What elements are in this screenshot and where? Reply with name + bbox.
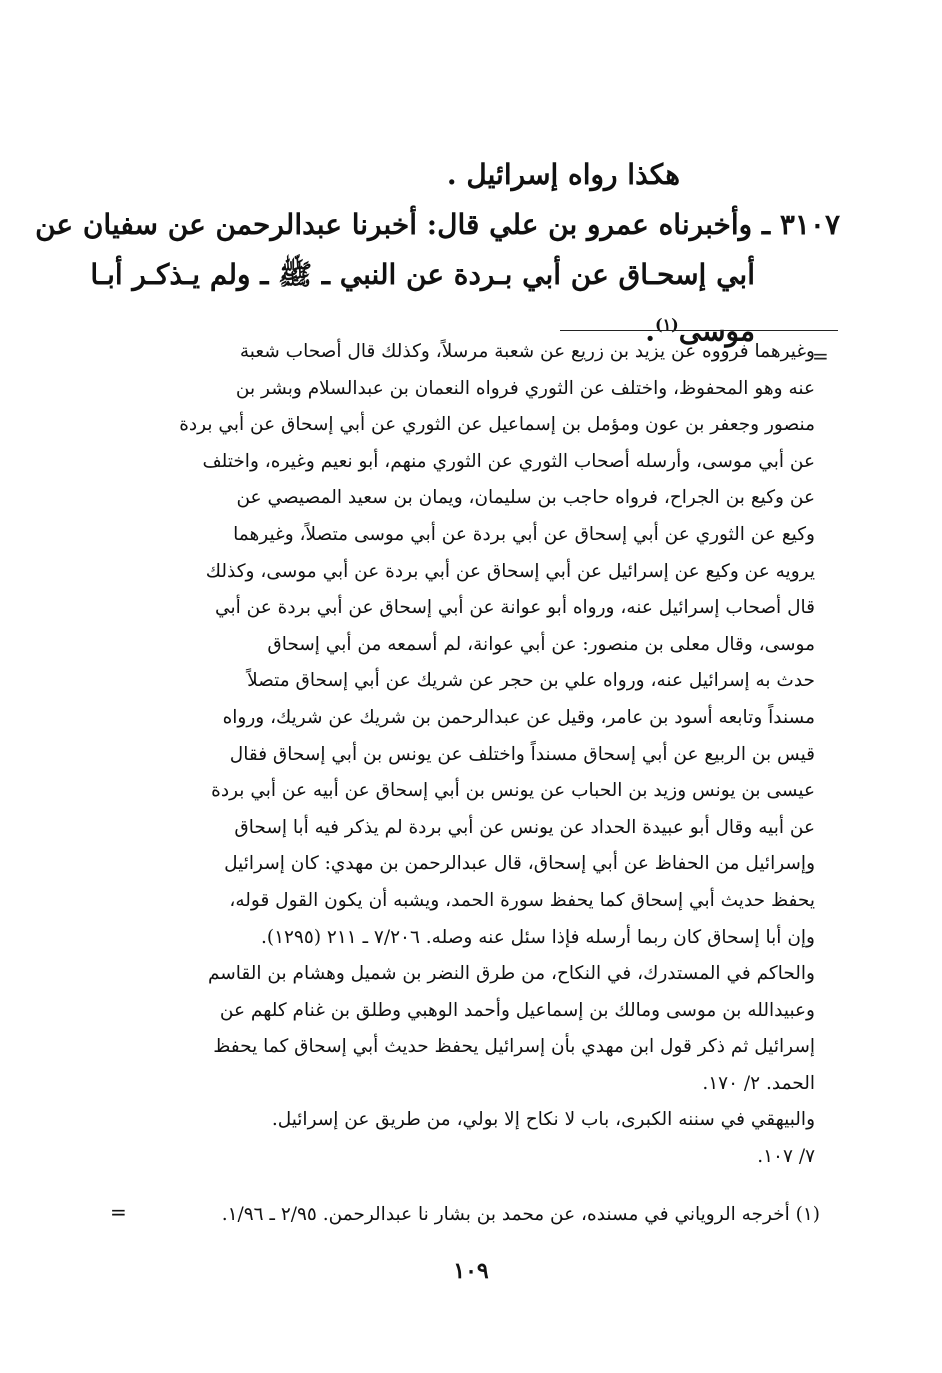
commentary-block bbox=[120, 334, 815, 1176]
footnote-reference: (١) bbox=[654, 315, 679, 334]
main-line: هكذا رواه إسرائيل . bbox=[446, 158, 680, 191]
main-line: أبي إسحـاق عن أبي بـردة عن النبي ـ ﷺ ـ ولم يـذكـر أبـا bbox=[90, 258, 755, 291]
commentary-line: وعبيدالله بن موسى ومالك بن إسماعيل وأحمد الوهبي وطلق بن غنام كلهم عن bbox=[219, 999, 815, 1021]
commentary-line: قال أصحاب إسرائيل عنه، ورواه أبو عوانة عن أبي إسحاق عن أبي بردة عن أبي bbox=[215, 597, 815, 619]
main-line: ٣١٠٧ ـ وأخبرناه عمرو بن علي قال: أخبرنا عبدالرحمن عن سفيان عن bbox=[35, 208, 840, 241]
commentary-line: عن وكيع بن الجراح، فرواه حاجب بن سليمان، ويمان بن سعيد المصيصي عن bbox=[236, 487, 815, 509]
commentary-line: يحفظ حديث أبي إسحاق كما يحفظ سورة الحمد، ويشبه أن يكون القول قوله، bbox=[229, 889, 815, 911]
footnote-continuation-mark: = bbox=[110, 1200, 127, 1224]
commentary-line: قيس بن الربيع عن أبي إسحاق مسنداً واختلف عن يونس بن أبي إسحاق فقال bbox=[229, 743, 815, 765]
commentary-line: ٧/ ١٠٧. bbox=[757, 1146, 815, 1168]
main-line-period: . bbox=[645, 314, 655, 348]
commentary-line: والحاكم في المستدرك، في النكاح، من طرق النضر بن شميل وهشام بن القاسم bbox=[207, 963, 815, 985]
commentary-line: منصور وجعفر بن عون ومؤمل بن إسماعيل عن الثوري عن أبي إسحاق عن أبي بردة bbox=[179, 414, 815, 436]
commentary-line: الحمد. ٢/ ١٧٠. bbox=[702, 1072, 815, 1094]
commentary-line: والبيهقي في سننه الكبرى، باب لا نكاح إلا بولي، من طريق عن إسرائيل. bbox=[271, 1109, 815, 1131]
footnote-1: (١) أخرجه الروياني في مسنده، عن محمد بن بشار نا عبدالرحمن. ٢/٩٥ ـ ١/٩٦. bbox=[221, 1204, 820, 1225]
commentary-line: مسنداً وتابعه أسود بن عامر، وقيل عن عبدالرحمن بن شريك عن شريك، ورواه bbox=[222, 706, 815, 728]
commentary-line: عن أبي موسى، وأرسله أصحاب الثوري عن الثوري منهم، أبو نعيم وغيره، واختلف bbox=[202, 450, 815, 472]
continuation-mark: = bbox=[812, 344, 829, 368]
footnote-separator bbox=[560, 330, 838, 331]
commentary-line: وغيرهما فرووه عن يزيد بن زريع عن شعبة مرسلاً، وكذلك قال أصحاب شعبة bbox=[239, 341, 815, 362]
commentary-line: وكيع عن الثوري عن أبي إسحاق عن أبي بردة عن أبي موسى متصلاً، وغيرهما bbox=[233, 523, 815, 545]
main-line-text: موسى bbox=[678, 314, 755, 348]
commentary-line: إسرائيل ثم ذكر قول ابن مهدي بأن إسرائيل يحفظ حديث أبي إسحاق كما يحفظ bbox=[213, 1036, 815, 1058]
commentary-line: موسى، وقال معلى بن منصور: عن أبي عوانة، لم أسمعه من أبي إسحاق bbox=[267, 633, 815, 655]
commentary-line: يرويه عن وكيع عن إسرائيل عن أبي إسحاق عن أبي بردة عن أبي موسى، وكذلك bbox=[205, 560, 815, 582]
commentary-line: عيسى بن يونس وزيد بن الحباب عن يونس بن أبي إسحاق عن أبيه عن أبي بردة bbox=[211, 780, 815, 802]
commentary-line: وإن أبا إسحاق كان ربما أرسله فإذا سئل عنه وصله. ٧/٢٠٦ ـ ٢١١ (١٢٩٥). bbox=[260, 926, 815, 948]
page-number: ١٠٩ bbox=[453, 1258, 489, 1284]
main-text-block bbox=[35, 150, 840, 350]
commentary-line: حدث به إسرائيل عنه، ورواه علي بن حجر عن شريك عن أبي إسحاق متصلاً bbox=[247, 670, 815, 692]
commentary-line: وإسرائيل من الحفاظ عن أبي إسحاق، قال عبدالرحمن بن مهدي: كان إسرائيل bbox=[224, 853, 815, 875]
commentary-line: عن أبيه وقال أبو عبيدة الحداد عن يونس عن أبي بردة لم يذكر فيه أبا إسحاق bbox=[234, 816, 815, 838]
commentary-line: عنه وهو المحفوظ، واختلف عن الثوري فرواه النعمان بن عبدالسلام وبشر بن bbox=[235, 377, 815, 399]
